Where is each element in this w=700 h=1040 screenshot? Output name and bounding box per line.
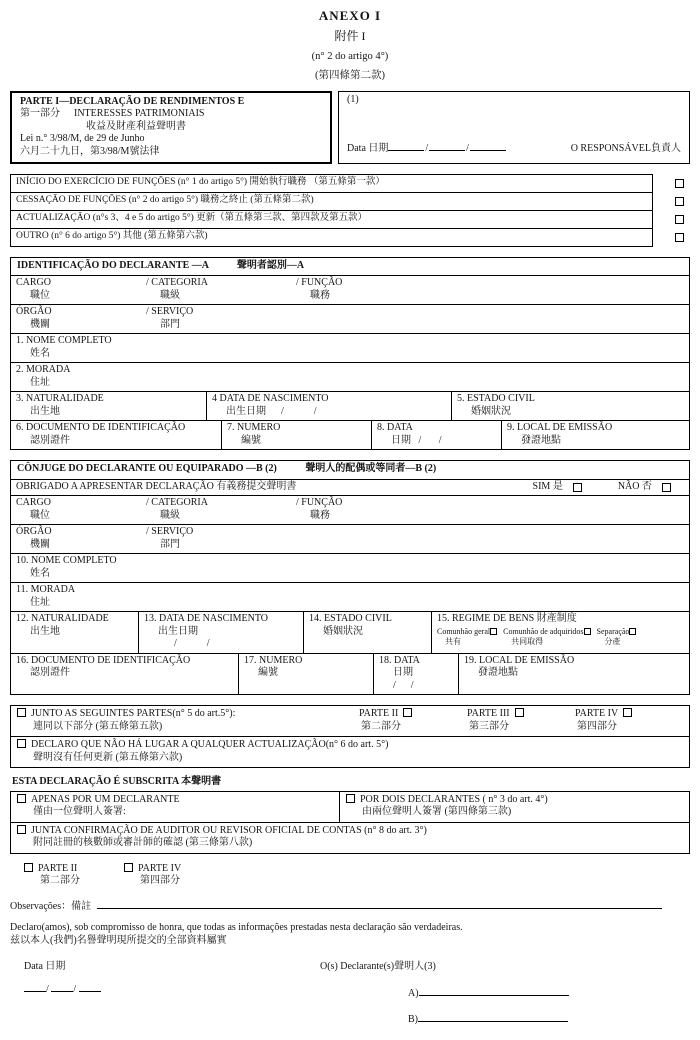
- documento-label-zh: 認別證件: [30, 434, 70, 446]
- option-label: ACTUALIZAÇÃO (n°s 3、4 e 5 do artigo 5°) 更新（第五條第三款、第四款及第五款）: [16, 212, 368, 223]
- servico-label-zh: 部門: [160, 318, 180, 330]
- junto-partes-row: [10, 705, 690, 737]
- declarants-signatures: [320, 961, 690, 1027]
- option-label: OUTRO (n° 6 do artigo 5°) 其他 (第五條第六款): [16, 230, 208, 241]
- apenas-line: [17, 794, 333, 807]
- parte-ii-line: [359, 708, 467, 721]
- regime-option-label-zh: 共有: [445, 636, 461, 646]
- funcao-label-zh: 職務: [310, 509, 330, 521]
- servico-label-zh: 部門: [160, 538, 180, 550]
- section-a-title-zh: 聲明者認別—A: [236, 259, 305, 271]
- cargo-label-zh: 職位: [30, 509, 50, 521]
- junto-partes-label: JUNTO AS SEGUINTES PARTES(n° 5 do art.5°):: [31, 708, 236, 719]
- regime-option-label: Comunhão geral: [437, 626, 491, 636]
- junta-confirmacao-row: [10, 822, 690, 854]
- parte-ii-label: PARTE II: [359, 708, 399, 719]
- morada-row-a: [11, 363, 689, 392]
- parte-iii-line: [467, 708, 575, 721]
- cargo-row-b: [11, 496, 689, 525]
- signature-date-label: Data 日期: [24, 961, 66, 972]
- nascimento-zh: 出生日期: [226, 405, 266, 417]
- cargo-row-a: [11, 276, 689, 305]
- sig-date-month-field[interactable]: [51, 983, 73, 992]
- nao-checkbox[interactable]: [662, 483, 671, 492]
- regime-option-separacao: [597, 627, 637, 647]
- doc-data-zh: 日期: [391, 434, 411, 446]
- categoria-field-b[interactable]: [141, 496, 291, 524]
- subscription-title: ESTA DECLARAÇÃO É SUBSCRITA 本聲明書: [12, 776, 222, 787]
- junto-partes-checkbox[interactable]: [17, 708, 26, 717]
- documento-label: 16. DOCUMENTO DE IDENTIFICAÇÃO: [16, 654, 191, 666]
- bottom-parte-iv-line: [124, 863, 181, 876]
- observations-row: [10, 898, 690, 914]
- declaro-no-update: [17, 739, 683, 764]
- section-a-title: IDENTIFICAÇÃO DO DECLARANTE —A: [17, 259, 209, 271]
- apenas-option: [11, 792, 339, 822]
- doc-data-label: 18. DATA: [379, 654, 420, 666]
- bottom-parte-iv-checkbox[interactable]: [124, 863, 133, 872]
- estado-civil-label-zh: 婚姻狀況: [323, 625, 363, 637]
- doc-data-field-a[interactable]: [371, 421, 501, 449]
- morada-label-zh: 住址: [30, 596, 50, 608]
- bottom-parte-iv-label-zh: 第四部分: [140, 875, 180, 886]
- nascimento-field-a[interactable]: [206, 392, 451, 420]
- doc-data-field-b[interactable]: [373, 654, 458, 695]
- bottom-parte-iv: [124, 863, 181, 888]
- estado-civil-field-b[interactable]: [303, 612, 431, 653]
- numero-label: 17. NUMERO: [244, 654, 303, 666]
- morada-field-a[interactable]: [11, 363, 689, 391]
- date-box: [338, 91, 690, 165]
- option-label: CESSAÇÃO DE FUNÇÕES (n° 2 do artigo 5°) 職務之終止 (第五條第二款): [16, 194, 314, 205]
- date-slash: /: [466, 142, 469, 154]
- lei-pt: Lei n.° 3/98/M, de 29 de Junho: [20, 133, 145, 144]
- date-month-field[interactable]: [429, 142, 465, 151]
- document-row-b: [11, 654, 689, 695]
- obrigado-choices: [533, 481, 689, 494]
- comunhao-geral-checkbox[interactable]: [490, 628, 497, 635]
- local-emissao-label: 9. LOCAL DE EMISSÃO: [507, 422, 613, 433]
- option-inicio-checkbox[interactable]: [675, 179, 684, 188]
- documento-label-zh: 認別證件: [30, 667, 70, 678]
- funcao-label-zh: 職務: [310, 289, 330, 301]
- bottom-parte-ii-checkbox[interactable]: [24, 863, 33, 872]
- local-emissao-label-zh: 發證地點: [478, 667, 518, 678]
- local-emissao-field-a[interactable]: [501, 421, 689, 449]
- parte1-line1: [20, 96, 322, 109]
- signature-date-line: [24, 983, 320, 997]
- dois-line: [346, 794, 683, 807]
- junta-line: [17, 825, 683, 838]
- signature-b-field[interactable]: [418, 1013, 568, 1022]
- section-b-header: [11, 461, 689, 480]
- cargo-label-zh: 職位: [30, 289, 50, 301]
- regime-option-label-zh: 共同取得: [511, 636, 544, 646]
- parte1-line3-zh: 收益及財產利益聲明書: [86, 120, 186, 132]
- documento-field-b[interactable]: [11, 654, 238, 695]
- regime-options: [437, 627, 684, 647]
- categoria-label-zh: 職級: [160, 509, 180, 521]
- lei-zh: 六月二十九日，第3/98/M號法律: [20, 145, 160, 157]
- section-b-title-zh: 聲明人的配偶或等同者—B (2): [305, 463, 437, 474]
- documento-label: 6. DOCUMENTO DE IDENTIFICAÇÃO: [16, 422, 186, 433]
- morada-field-b[interactable]: [11, 583, 689, 611]
- orgao-field-a[interactable]: [11, 305, 141, 333]
- servico-label: / SERVIÇO: [146, 526, 194, 537]
- doc-data-slashes: / /: [418, 434, 442, 446]
- servico-field-a[interactable]: [141, 305, 689, 333]
- date-slash: /: [425, 142, 429, 154]
- regime-option-comunhao-geral: [437, 627, 497, 647]
- honour-declaration: [10, 922, 690, 947]
- cargo-field-b[interactable]: [11, 496, 141, 524]
- form-title-pt: ANEXO I: [318, 8, 382, 23]
- option-row-actualizacao: [10, 211, 690, 229]
- declaro-row: [10, 736, 690, 768]
- dois-label: POR DOIS DECLARANTES ( n° 3 do art. 4°): [360, 793, 548, 805]
- servico-field-b[interactable]: [141, 525, 689, 553]
- orgao-label-zh: 機關: [30, 318, 50, 330]
- morada-label: 2. MORADA: [16, 364, 71, 375]
- categoria-label: / CATEGORIA: [146, 497, 208, 508]
- regime-option-label: Separação: [596, 626, 630, 636]
- local-emissao-label: 19. LOCAL DE EMISSÃO: [464, 654, 575, 666]
- obrigado-label: OBRIGADO A APRESENTAR DECLARAÇÃO 有義務提交聲明書: [16, 480, 297, 492]
- orgao-label: ÓRGÃO: [16, 526, 52, 537]
- junto-partes: [17, 708, 359, 733]
- footnote-1: (1): [347, 93, 359, 105]
- parte-ii-option: [359, 708, 467, 733]
- option-row-cessacao: [10, 193, 690, 211]
- nome-field-b[interactable]: [11, 554, 689, 582]
- parte1-line2: [20, 108, 322, 121]
- separacao-checkbox[interactable]: [629, 628, 636, 635]
- estado-civil-label-zh: 婚姻狀況: [471, 405, 511, 417]
- funcao-field-a[interactable]: [291, 276, 689, 304]
- date-day-field[interactable]: [388, 142, 424, 151]
- orgao-field-b[interactable]: [11, 525, 141, 553]
- orgao-label-zh: 機關: [30, 538, 50, 550]
- regime-option-comunhao-adquiridos: [503, 627, 590, 647]
- dois-checkbox[interactable]: [346, 794, 355, 803]
- option-cessacao-checkbox[interactable]: [675, 197, 684, 206]
- morada-row-b: [11, 583, 689, 612]
- article-ref-zh: (第四條第二款): [315, 70, 385, 82]
- nome-row-a: [11, 334, 689, 363]
- observations-field[interactable]: [97, 898, 662, 909]
- option-actualizacao-checkbox[interactable]: [675, 215, 684, 224]
- bottom-parts-row: [10, 863, 690, 888]
- section-b-title: CÔNJUGE DO DECLARANTE OU EQUIPARADO —B (2): [17, 463, 277, 474]
- honour-declaration-pt: Declaro(amos), sob compromisso de honra, que todas as informações prestadas nesta declaração são verdadeiras.: [10, 922, 463, 933]
- local-emissao-label-zh: 發證地點: [521, 434, 561, 446]
- regime-option-label: Comunhão de adquiridos: [503, 626, 584, 636]
- signature-a-line: [408, 987, 690, 1001]
- sim-checkbox[interactable]: [573, 483, 582, 492]
- bottom-parte-ii: [24, 863, 80, 888]
- option-label-box: [10, 228, 653, 247]
- nome-label: 1. NOME COMPLETO: [16, 335, 112, 346]
- date-label: Data 日期: [347, 142, 389, 154]
- estado-civil-label: 14. ESTADO CIVIL: [309, 613, 392, 624]
- declaro-line: [17, 739, 683, 752]
- estado-civil-label: 5. ESTADO CIVIL: [457, 393, 535, 404]
- declaro-checkbox[interactable]: [17, 739, 26, 748]
- estado-civil-field-a[interactable]: [451, 392, 689, 420]
- declarants-label: O(s) Declarante(s)聲明人(3): [320, 961, 436, 972]
- attached-parts: [10, 705, 690, 768]
- obrigado-row: [11, 480, 689, 497]
- junta-label-zh: 附同註冊的核數師或審計師的確認 (第三條第八款): [33, 837, 253, 848]
- option-label: INÍCIO DO EXERCÍCIO DE FUNÇÕES (n° 1 do artigo 5°) 開始執行職務 （第五條第一款）: [16, 177, 385, 187]
- intro-section: [10, 91, 690, 165]
- parte-iv-option: [575, 708, 683, 733]
- birth-row-a: [11, 392, 689, 421]
- section-b-conjuge: [10, 460, 690, 695]
- regime-bens-field: [431, 612, 689, 653]
- form-title-zh: 附件 I: [334, 29, 366, 44]
- orgao-row-b: [11, 525, 689, 554]
- nascimento-label-zh: [212, 406, 446, 419]
- morada-label-zh: 住址: [30, 376, 50, 388]
- document-row-a: [11, 421, 689, 449]
- categoria-label-zh: 職級: [160, 289, 180, 301]
- signature-a-label: A): [408, 987, 419, 999]
- parte1-label: PARTE I: [20, 95, 60, 107]
- observations-label: Observações：備註: [10, 900, 92, 912]
- numero-label-zh: 編號: [241, 434, 261, 446]
- nome-label: 10. NOME COMPLETO: [16, 555, 117, 566]
- subscription-row: [10, 791, 690, 823]
- dois-option: [339, 792, 689, 822]
- comunhao-adquiridos-checkbox[interactable]: [584, 628, 591, 635]
- nascimento-label-zh: 出生日期: [158, 625, 198, 637]
- option-label-box: [10, 210, 653, 229]
- doc-data-slashes: / /: [393, 679, 414, 691]
- parte-iv-label: PARTE IV: [575, 708, 619, 719]
- sig-date-slash: /: [46, 983, 49, 995]
- header-date-line: [347, 142, 681, 156]
- apenas-checkbox[interactable]: [17, 794, 26, 803]
- parte-iv-label-zh: 第四部分: [577, 720, 617, 732]
- article-ref-pt: (n° 2 do artigo 4°): [311, 51, 389, 63]
- nome-field-a[interactable]: [11, 334, 689, 362]
- dois-label-zh: 由兩位聲明人簽署 (第四條第三款): [362, 806, 512, 817]
- option-row-outro: [10, 229, 690, 247]
- categoria-label: / CATEGORIA: [146, 277, 208, 288]
- signature-a-field[interactable]: [419, 987, 569, 996]
- parte1-title-box: [10, 91, 332, 165]
- signature-date: [10, 961, 320, 1027]
- funcao-label: / FUNÇÃO: [296, 497, 343, 508]
- parte-ii-label-zh: 第二部分: [361, 720, 401, 732]
- numero-label-zh: 編號: [258, 667, 278, 678]
- parte-iv-line: [575, 708, 683, 721]
- documento-field-a[interactable]: [11, 421, 221, 449]
- parte1-zh: 第一部分: [20, 108, 60, 119]
- parte1-rest: —DECLARAÇÃO DE RENDIMENTOS E: [59, 95, 245, 107]
- cargo-label: CARGO: [16, 497, 52, 508]
- cargo-field-a[interactable]: [11, 276, 141, 304]
- morada-label: 11. MORADA: [16, 584, 76, 595]
- junta-checkbox[interactable]: [17, 825, 26, 834]
- apenas-label-zh: 僅由一位聲明人簽署:: [33, 806, 126, 817]
- nascimento-label: 13. DATA DE NASCIMENTO: [144, 613, 269, 624]
- doc-data-label-zh: 日期: [393, 667, 413, 678]
- option-row-inicio: [10, 174, 690, 193]
- responsavel-label: O RESPONSÁVEL負責人: [570, 142, 681, 154]
- option-outro-checkbox[interactable]: [675, 233, 684, 242]
- orgao-label: ÓRGÃO: [16, 306, 52, 317]
- naturalidade-field-a[interactable]: [11, 392, 206, 420]
- bottom-parte-ii-label-zh: 第二部分: [40, 875, 80, 886]
- section-a-header: [11, 258, 689, 277]
- declaro-label-zh: 聲明沒有任何更新 (第五條第六款): [33, 751, 183, 763]
- numero-label: 7. NUMERO: [227, 422, 281, 433]
- parte1-subtitle: INTERESSES PATRIMONIAIS: [74, 108, 205, 119]
- nome-label-zh: 姓名: [30, 347, 50, 359]
- nascimento-slashes: / /: [281, 405, 317, 417]
- option-label-box: [10, 192, 653, 211]
- naturalidade-label-zh: 出生地: [30, 405, 60, 417]
- signature-b-label: B): [408, 1014, 418, 1025]
- nascimento-field-b[interactable]: [138, 612, 303, 653]
- categoria-field-a[interactable]: [141, 276, 291, 304]
- bottom-parte-ii-line: [24, 863, 80, 876]
- nascimento-slashes: / /: [174, 638, 210, 649]
- junto-partes-label-zh: 連同以下部分 (第五條第五款): [33, 720, 163, 732]
- doc-data-label-zh: [377, 435, 496, 448]
- naturalidade-label: 12. NATURALIDADE: [16, 613, 109, 624]
- local-emissao-field-b[interactable]: [458, 654, 689, 695]
- naturalidade-field-b[interactable]: [11, 612, 138, 653]
- sig-date-slash: /: [73, 983, 77, 995]
- junta-label: JUNTA CONFIRMAÇÃO DE AUDITOR OU REVISOR OFICIAL DE CONTAS (n° 8 do art. 3°): [31, 824, 427, 836]
- birth-row-b: [11, 612, 689, 654]
- nascimento-label: 4 DATA DE NASCIMENTO: [212, 393, 329, 404]
- parte-iv-checkbox[interactable]: [623, 708, 632, 717]
- junto-line: [17, 708, 359, 721]
- naturalidade-label: 3. NATURALIDADE: [16, 393, 104, 404]
- orgao-row-a: [11, 305, 689, 334]
- signature-block: [10, 961, 690, 1027]
- sig-date-day-field[interactable]: [24, 983, 46, 992]
- section-a-declarante: [10, 257, 690, 451]
- nome-row-b: [11, 554, 689, 583]
- sig-date-year-field[interactable]: [79, 983, 101, 992]
- bottom-parte-ii-label: PARTE II: [38, 862, 78, 874]
- option-label-box: [10, 174, 653, 193]
- numero-field-a[interactable]: [221, 421, 371, 449]
- cargo-label: CARGO: [16, 277, 52, 288]
- junta-confirmacao: [17, 825, 683, 850]
- parte-iii-label: PARTE III: [467, 708, 510, 719]
- doc-data-label: 8. DATA: [377, 422, 413, 433]
- sim-label: SIM 是: [532, 481, 563, 492]
- apenas-label: APENAS POR UM DECLARANTE: [31, 793, 180, 805]
- declaration-type-options: [10, 174, 690, 247]
- regime-option-label-zh: 分產: [604, 636, 621, 646]
- signature-b-line: [408, 1013, 690, 1027]
- parte-iii-checkbox[interactable]: [515, 708, 524, 717]
- parte-ii-checkbox[interactable]: [403, 708, 412, 717]
- parte-iii-label-zh: 第三部分: [469, 720, 509, 732]
- numero-field-b[interactable]: [238, 654, 373, 695]
- bottom-parte-iv-label: PARTE IV: [138, 862, 182, 874]
- nome-label-zh: 姓名: [30, 567, 50, 579]
- funcao-label: / FUNÇÃO: [296, 277, 343, 288]
- parte-iii-option: [467, 708, 575, 733]
- declaro-label: DECLARO QUE NÃO HÁ LUGAR A QUALQUER ACTUALIZAÇÃO(n° 6 do art. 5°): [31, 739, 389, 750]
- servico-label: / SERVIÇO: [146, 306, 194, 317]
- regime-bens-label: 15. REGIME DE BENS 財產制度: [437, 613, 577, 624]
- naturalidade-label-zh: 出生地: [30, 625, 60, 637]
- nao-label: NÃO 否: [617, 481, 652, 492]
- funcao-field-b[interactable]: [291, 496, 689, 524]
- honour-declaration-zh: 兹以本人(我們)名譽聲明現所提交的全部資料屬實: [10, 934, 227, 946]
- date-year-field[interactable]: [470, 142, 506, 151]
